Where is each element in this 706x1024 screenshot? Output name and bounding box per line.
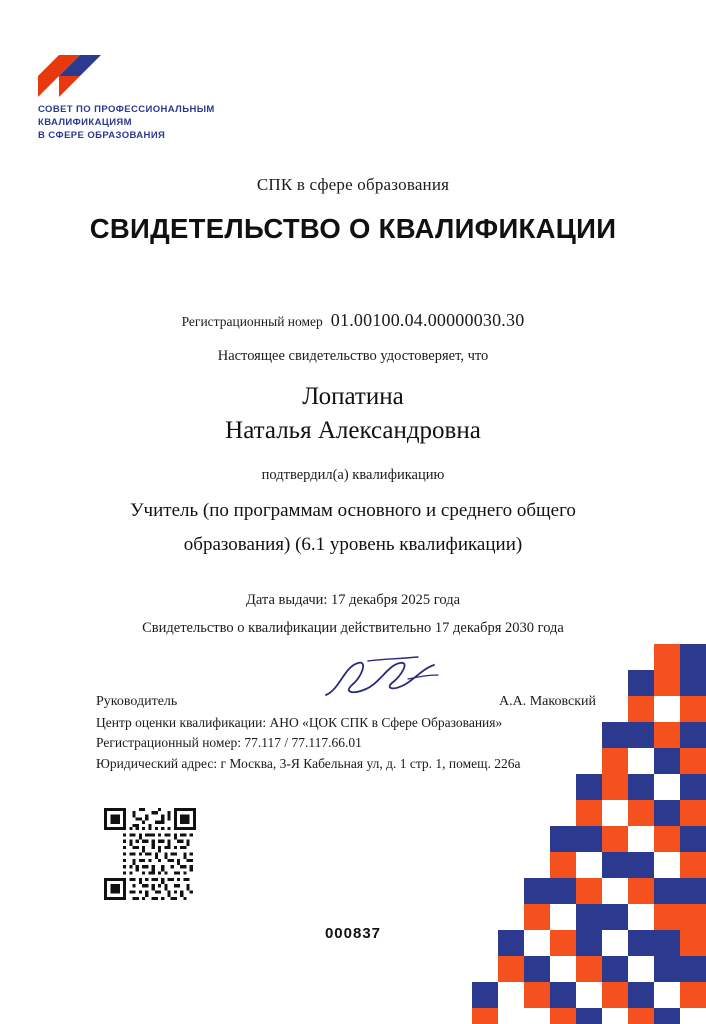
logo-text-line-1: СОВЕТ ПО ПРОФЕССИОНАЛЬНЫМ: [38, 104, 215, 115]
registration-value: 01.00100.04.00000030.30: [330, 310, 525, 330]
signature-role: Руководитель: [96, 694, 178, 709]
logo-text-line-3: В СФЕРЕ ОБРАЗОВАНИЯ: [38, 129, 166, 141]
registration-row: [0, 310, 706, 331]
certifies-text: Настоящее свидетельство удостоверяет, что: [217, 348, 489, 364]
qr-code-icon: [104, 808, 196, 900]
organization-block: [96, 713, 636, 774]
organization-reg-number: Регистрационный номер: 77.117 / 77.117.66.01: [96, 735, 362, 751]
logo-text: [38, 104, 328, 142]
issue-date: Дата выдачи: 17 декабря 2025 года: [245, 592, 461, 608]
serial-number: 000837: [324, 925, 382, 942]
council-line: СПК в сфере образования: [256, 175, 450, 194]
qualification-line-1: Учитель (по программам основного и среднего общего: [130, 500, 576, 521]
signature-person: А.А. Маковский: [498, 694, 596, 709]
holder-first-patronymic: Наталья Александровна: [225, 417, 481, 444]
signature-row: [96, 694, 596, 710]
confirmed-label: подтвердил(а) квалификацию: [261, 467, 445, 483]
qualification-line-2: образования) (6.1 уровень квалификации): [183, 534, 523, 555]
organization-address: Юридический адрес: г Москва, 3-Я Кабельная ул, д. 1 стр. 1, помещ. 226а: [96, 755, 521, 771]
registration-label: Регистрационный номер: [181, 314, 323, 329]
organization-center: Центр оценки квалификации: АНО «ЦОК СПК в Сфере Образования»: [96, 715, 503, 730]
logo-block: [38, 55, 328, 142]
logo-text-line-2: КВАЛИФИКАЦИЯМ: [38, 116, 132, 128]
validity-text: Свидетельство о квалификации действительно 17 декабря 2030 года: [142, 620, 564, 636]
spk-logo-icon: [38, 55, 108, 97]
page-title: СВИДЕТЕЛЬСТВО О КВАЛИФИКАЦИИ: [89, 213, 617, 244]
holder-last-name: Лопатина: [302, 383, 404, 410]
